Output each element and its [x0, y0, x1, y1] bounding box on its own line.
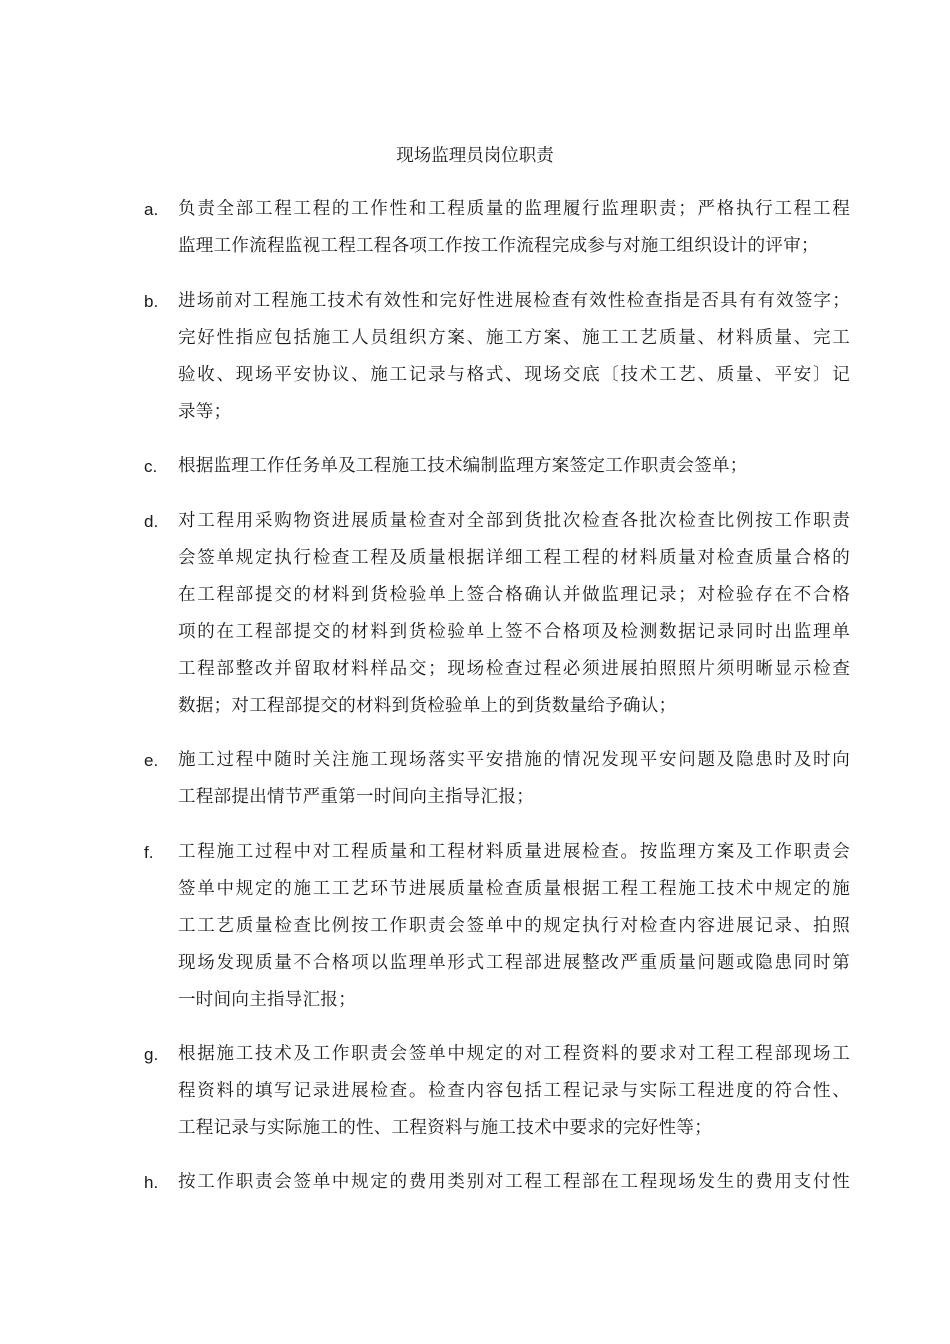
text-line: 根据监理工作任务单及工程施工技术编制监理方案签定工作职责会签单； — [178, 456, 748, 476]
text-line: 程资料的填写记录进展检查。检查内容包括工程记录与实际工程进度的符合性、 — [178, 1081, 850, 1101]
duty-text — [178, 283, 850, 431]
text-line: 一时间向主指导汇报； — [178, 990, 356, 1010]
text-line: 项的在工程部提交的材料到货检验单上签不合格项及检测数据记录同时出监理单 — [178, 622, 850, 642]
text-line: 对工程用采购物资进展质量检查对全部到货批次检查各批次检查比例按工作职责 — [178, 511, 850, 531]
duty-text — [178, 1164, 850, 1201]
duty-text — [178, 448, 850, 485]
document-title: 现场监理员岗位职责 — [396, 146, 554, 166]
list-marker: f. — [144, 843, 154, 862]
text-line: 在工程部提交的材料到货检验单上签合格确认并做监理记录；对检验存在不合格 — [178, 585, 850, 605]
text-line: 录等； — [178, 402, 232, 422]
text-line: 工程部提出情节严重第一时间向主指导汇报； — [178, 787, 534, 807]
text-line: 监理工作流程监视工程工程各项工作按工作流程完成参与对施工组织设计的评审； — [178, 236, 819, 256]
list-marker: g. — [144, 1045, 159, 1064]
text-line: 按工作职责会签单中规定的费用类别对工程工程部在工程现场发生的费用支付性 — [178, 1172, 850, 1192]
text-line: 工程施工过程中对工程质量和工程材料质量进展检查。按监理方案及工作职责会 — [178, 842, 850, 862]
duty-text — [178, 742, 850, 816]
text-line: 签单中规定的施工工艺环节进展质量检查质量根据工程工程施工技术中规定的施 — [178, 879, 850, 899]
duty-text — [178, 503, 850, 725]
duty-text — [178, 1036, 850, 1147]
list-marker: e. — [144, 751, 159, 770]
duty-text — [178, 191, 850, 265]
text-line: 工程部整改并留取材料样品交；现场检查过程必须进展拍照照片须明晰显示检查 — [178, 659, 850, 679]
list-marker: d. — [144, 512, 159, 531]
list-marker: b. — [144, 292, 159, 311]
text-line: 进场前对工程施工技术有效性和完好性进展检查有效性检查指是否具有有效签字； — [178, 291, 850, 311]
text-line: 根据施工技术及工作职责会签单中规定的对工程资料的要求对工程工程部现场工 — [178, 1044, 850, 1064]
duty-text — [178, 834, 850, 1019]
list-marker: a. — [144, 200, 159, 219]
text-line: 完好性指应包括施工人员组织方案、施工方案、施工工艺质量、材料质量、完工 — [178, 328, 850, 348]
list-marker: h. — [144, 1173, 159, 1192]
text-line: 工工艺质量检查比例按工作职责会签单中的规定执行对检查内容进展记录、拍照 — [178, 916, 850, 936]
text-line: 数据；对工程部提交的材料到货检验单上的到货数量给予确认； — [178, 696, 677, 716]
list-marker: c. — [144, 457, 158, 476]
text-line: 会签单规定执行检查工程及质量根据详细工程工程的材料质量对检查质量合格的 — [178, 548, 850, 568]
text-line: 施工过程中随时关注施工现场落实平安措施的情况发现平安问题及隐患时及时向 — [178, 750, 850, 770]
text-line: 工程记录与实际施工的性、工程资料与施工技术中要求的完好性等； — [178, 1118, 712, 1138]
text-line: 负责全部工程工程的工作性和工程质量的监理履行监理职责；严格执行工程工程 — [178, 199, 850, 219]
text-line: 验收、现场平安协议、施工记录与格式、现场交底〔技术工艺、质量、平安〕记 — [178, 365, 850, 385]
text-line: 现场发现质量不合格项以监理单形式工程部进展整改严重质量问题或隐患同时第 — [178, 953, 850, 973]
